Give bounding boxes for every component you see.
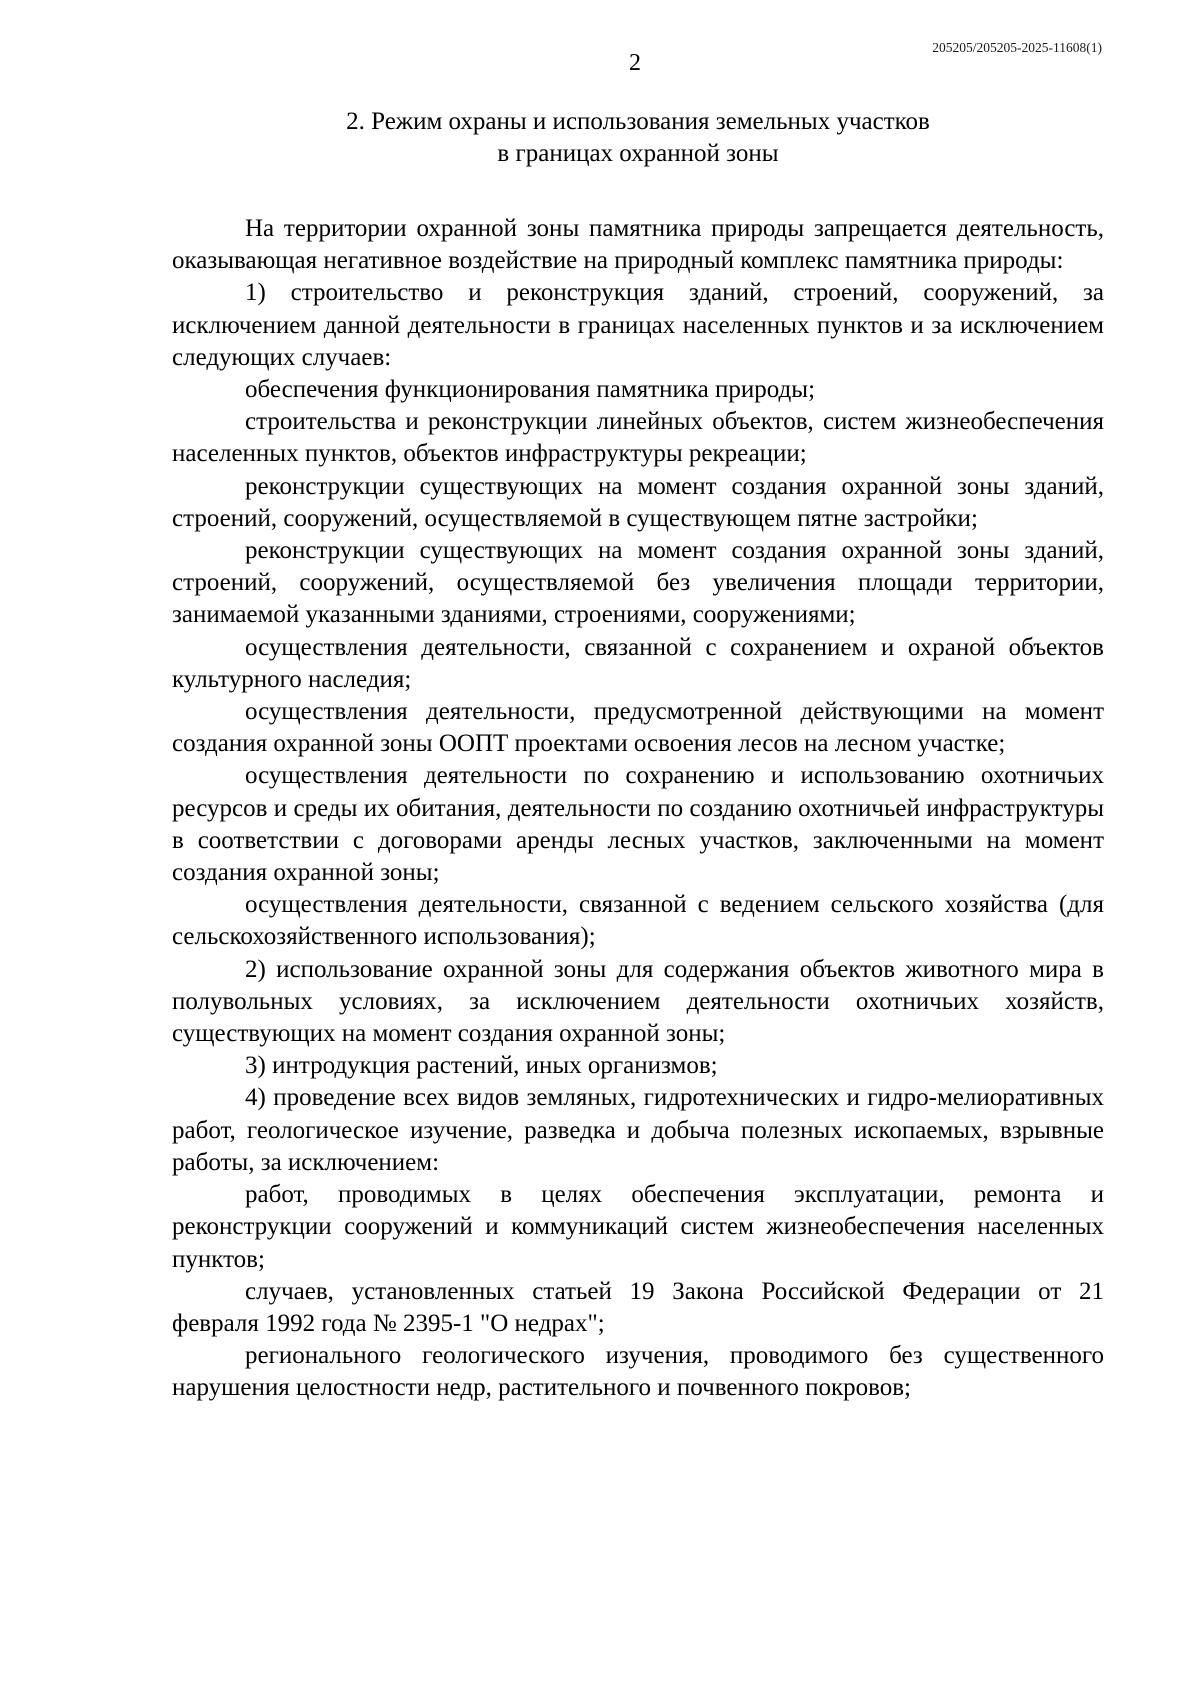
document-id: 205205/205205-2025-11608(1) [932, 40, 1102, 55]
paragraph: случаев, установленных статьей 19 Закона Российской Федерации от 21 февраля 1992 года № 2395-1 "О недрах"; [172, 1277, 1104, 1337]
section-heading [172, 106, 1104, 170]
paragraph: 2) использование охранной зоны для содержания объектов животного мира в полувольных условиях, за исключением деятельности охотничьих хозяйств, существующих на момент создания охранной зоны; [172, 955, 1104, 1048]
paragraph: осуществления деятельности, предусмотренной действующими на момент создания охранной зоны ООПТ проектами освоения лесов на лесном участке; [172, 698, 1104, 758]
paragraph: работ, проводимых в целях обеспечения эксплуатации, ремонта и реконструкции сооружений и коммуникаций систем жизнеобеспечения населенных пунктов; [172, 1181, 1104, 1273]
section-title-line-2: в границах охранной зоны [497, 140, 779, 167]
paragraph: осуществления деятельности по сохранению и использованию охотничьих ресурсов и среды их обитания, деятельности по созданию охотничьей инфраструктуры в соответствии с договорами аренды лесных участков, заключенными на момент создания охранной зоны; [172, 762, 1104, 887]
paragraph: строительства и реконструкции линейных объектов, систем жизнеобеспечения населенных пунктов, объектов инфраструктуры рекреации; [172, 408, 1104, 468]
paragraph: осуществления деятельности, связанной с ведением сельского хозяйства (для сельскохозяйственного использования); [172, 891, 1104, 951]
paragraph: регионального геологического изучения, проводимого без существенного нарушения целостности недр, растительного и почвенного покровов; [172, 1342, 1104, 1402]
paragraph: На территории охранной зоны памятника природы запрещается деятельность, оказывающая негативное воздействие на природный комплекс памятника природы: [172, 215, 1104, 275]
paragraph: 1) строительство и реконструкция зданий, строений, сооружений, за исключением данной деятельности в границах населенных пунктов и за исключением следующих случаев: [172, 279, 1104, 371]
document-body [172, 213, 1104, 1405]
section-title-line-1: 2. Режим охраны и использования земельных участков [346, 108, 930, 135]
page-number: 2 [629, 50, 641, 76]
paragraph: обеспечения функционирования памятника природы; [245, 376, 816, 404]
paragraph: осуществления деятельности, связанной с сохранением и охраной объектов культурного наследия; [172, 633, 1104, 693]
paragraph: 3) интродукция растений, иных организмов; [245, 1052, 718, 1080]
paragraph: 4) проведение всех видов земляных, гидротехнических и гидро-мелиоративных работ, геологическое изучение, разведка и добыча полезных ископаемых, взрывные работы, за исключением: [172, 1084, 1104, 1176]
paragraph: реконструкции существующих на момент создания охранной зоны зданий, строений, сооружений, осуществляемой в существующем пятне застройки; [172, 472, 1104, 532]
paragraph: реконструкции существующих на момент создания охранной зоны зданий, строений, сооружений, осуществляемой без увеличения площади территории, занимаемой указанными зданиями, строениями, сооружениями; [172, 537, 1104, 629]
